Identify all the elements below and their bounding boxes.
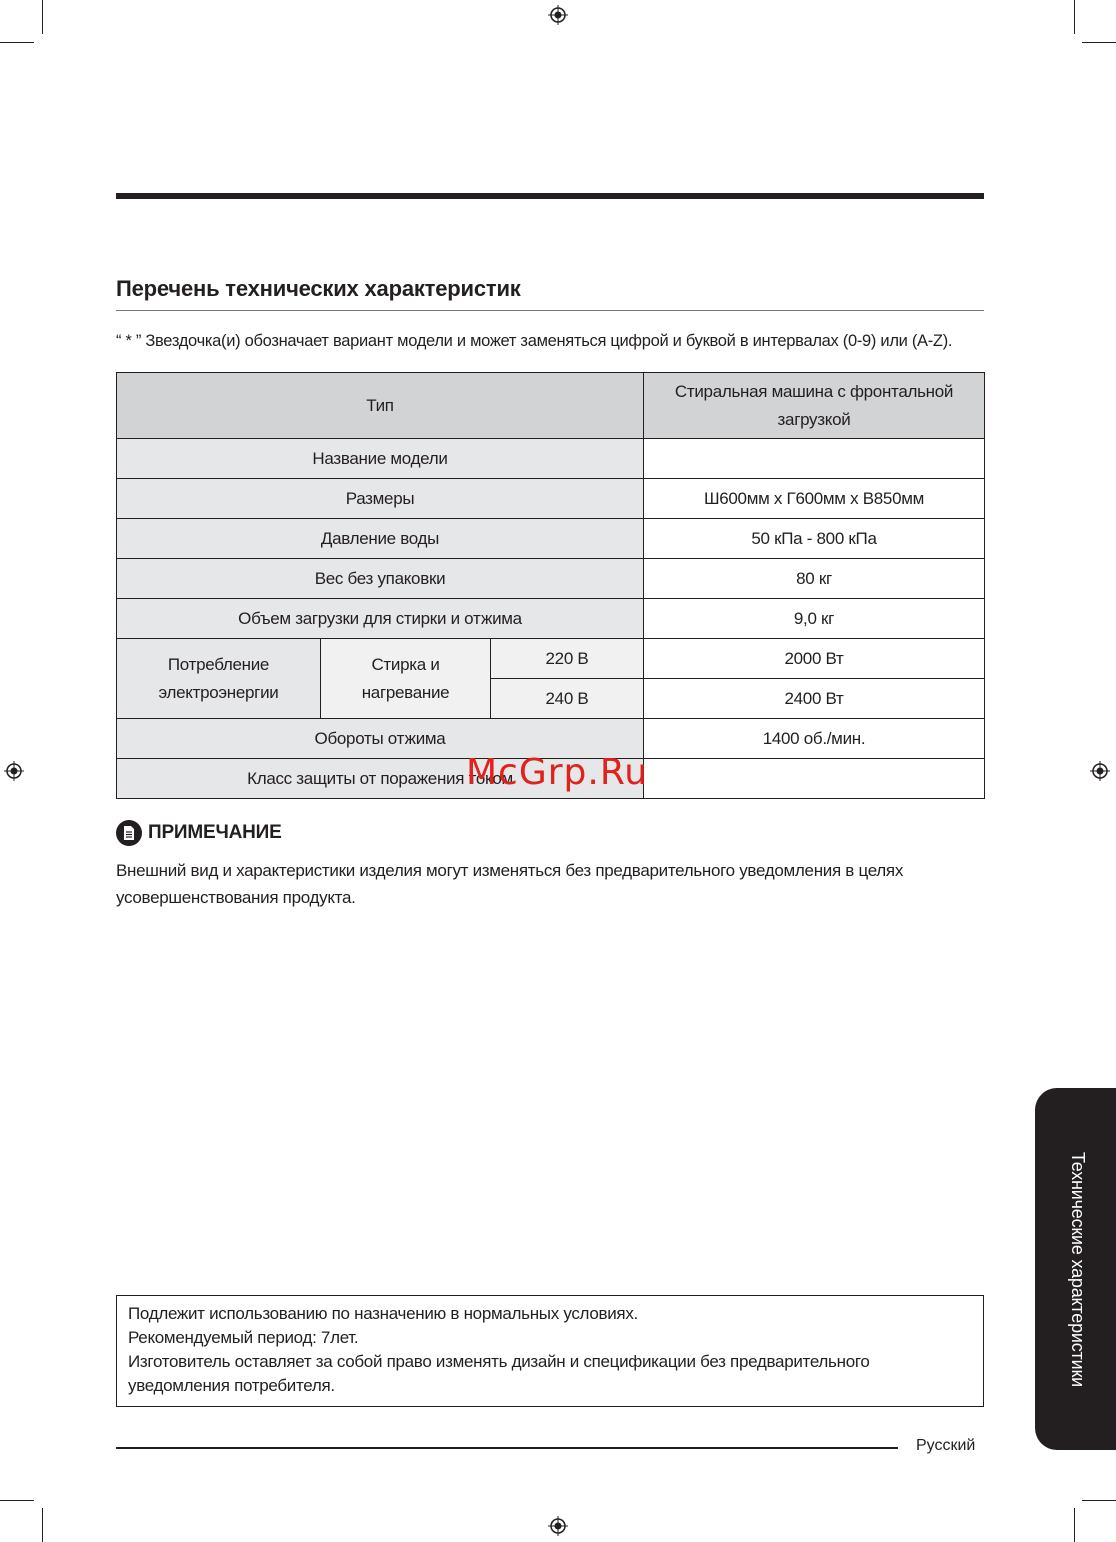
crop-mark [1082,1500,1116,1501]
table-row [117,559,985,599]
model-name-value [644,439,985,479]
note-header [116,820,282,846]
load-capacity-value: 9,0 кг [644,599,985,639]
table-row [117,759,985,799]
water-pressure-value: 50 кПа - 800 кПа [644,519,985,559]
type-header-label: Тип [117,373,644,439]
table-row [117,439,985,479]
dimensions-value: Ш600мм x Г600мм x В850мм [644,479,985,519]
crop-mark [0,42,34,43]
crop-mark [1082,42,1116,43]
crop-mark [0,1500,34,1501]
chapter-tab-label: Технические характеристики [1068,1151,1088,1387]
footer-language: Русский [916,1437,976,1454]
table-row [117,639,985,679]
voltage-240: 240 В [491,679,644,719]
info-line: Изготовитель оставляет за собой право изменять дизайн и спецификации без предварительного [128,1352,870,1371]
table-row [117,479,985,519]
chapter-tab [1035,1088,1116,1450]
info-line: Рекомендуемый период: 7лет. [128,1328,359,1347]
asterisk-note: “ * ” Звездочка(и) обозначает вариант модели и может заменяться цифрой и буквой в интервалах (0-9) или (A-Z). [116,332,953,350]
registration-mark-icon [1090,761,1110,781]
net-weight-label: Вес без упаковки [117,559,644,599]
info-box [116,1295,984,1407]
crop-mark [1074,1508,1075,1542]
crop-mark [42,1508,43,1542]
net-weight-value: 80 кг [644,559,985,599]
power-220-value: 2000 Вт [644,639,985,679]
power-label: Потребление электроэнергии [117,639,321,719]
registration-mark-icon [4,761,24,781]
table-row [117,719,985,759]
dimensions-label: Размеры [117,479,644,519]
spin-speed-label: Обороты отжима [117,719,644,759]
info-line: уведомления потребителя. [128,1376,335,1395]
spin-speed-value: 1400 об./мин. [644,719,985,759]
power-240-value: 2400 Вт [644,679,985,719]
registration-mark-icon [548,5,568,25]
table-row [117,599,985,639]
crop-mark [42,0,43,34]
top-divider [116,193,984,199]
voltage-220: 220 В [491,639,644,679]
table-header-row [117,373,985,439]
note-body: Внешний вид и характеристики изделия могут изменяться без предварительного уведомления в целях усовершенствования продукта. [116,861,904,907]
watermark: McGrp.Ru [466,752,649,793]
model-name-label: Название модели [117,439,644,479]
note-title: ПРИМЕЧАНИЕ [148,822,282,843]
info-line: Подлежит использованию по назначению в нормальных условиях. [128,1304,638,1323]
crop-mark [1074,0,1075,34]
water-pressure-label: Давление воды [117,519,644,559]
load-capacity-label: Объем загрузки для стирки и отжима [117,599,644,639]
section-title: Перечень технических характеристик [116,276,521,301]
spec-table [116,372,985,799]
note-icon [116,820,142,846]
type-header-value: Стиральная машина с фронтальной загрузкой [644,373,985,439]
table-row [117,519,985,559]
registration-mark-icon [548,1516,568,1536]
protection-class-value [644,759,985,799]
footer-divider [116,1447,898,1449]
power-sub-label: Стирка и нагревание [321,639,491,719]
protection-class-label: Класс защиты от поражения током [117,759,644,799]
title-divider [116,310,984,311]
